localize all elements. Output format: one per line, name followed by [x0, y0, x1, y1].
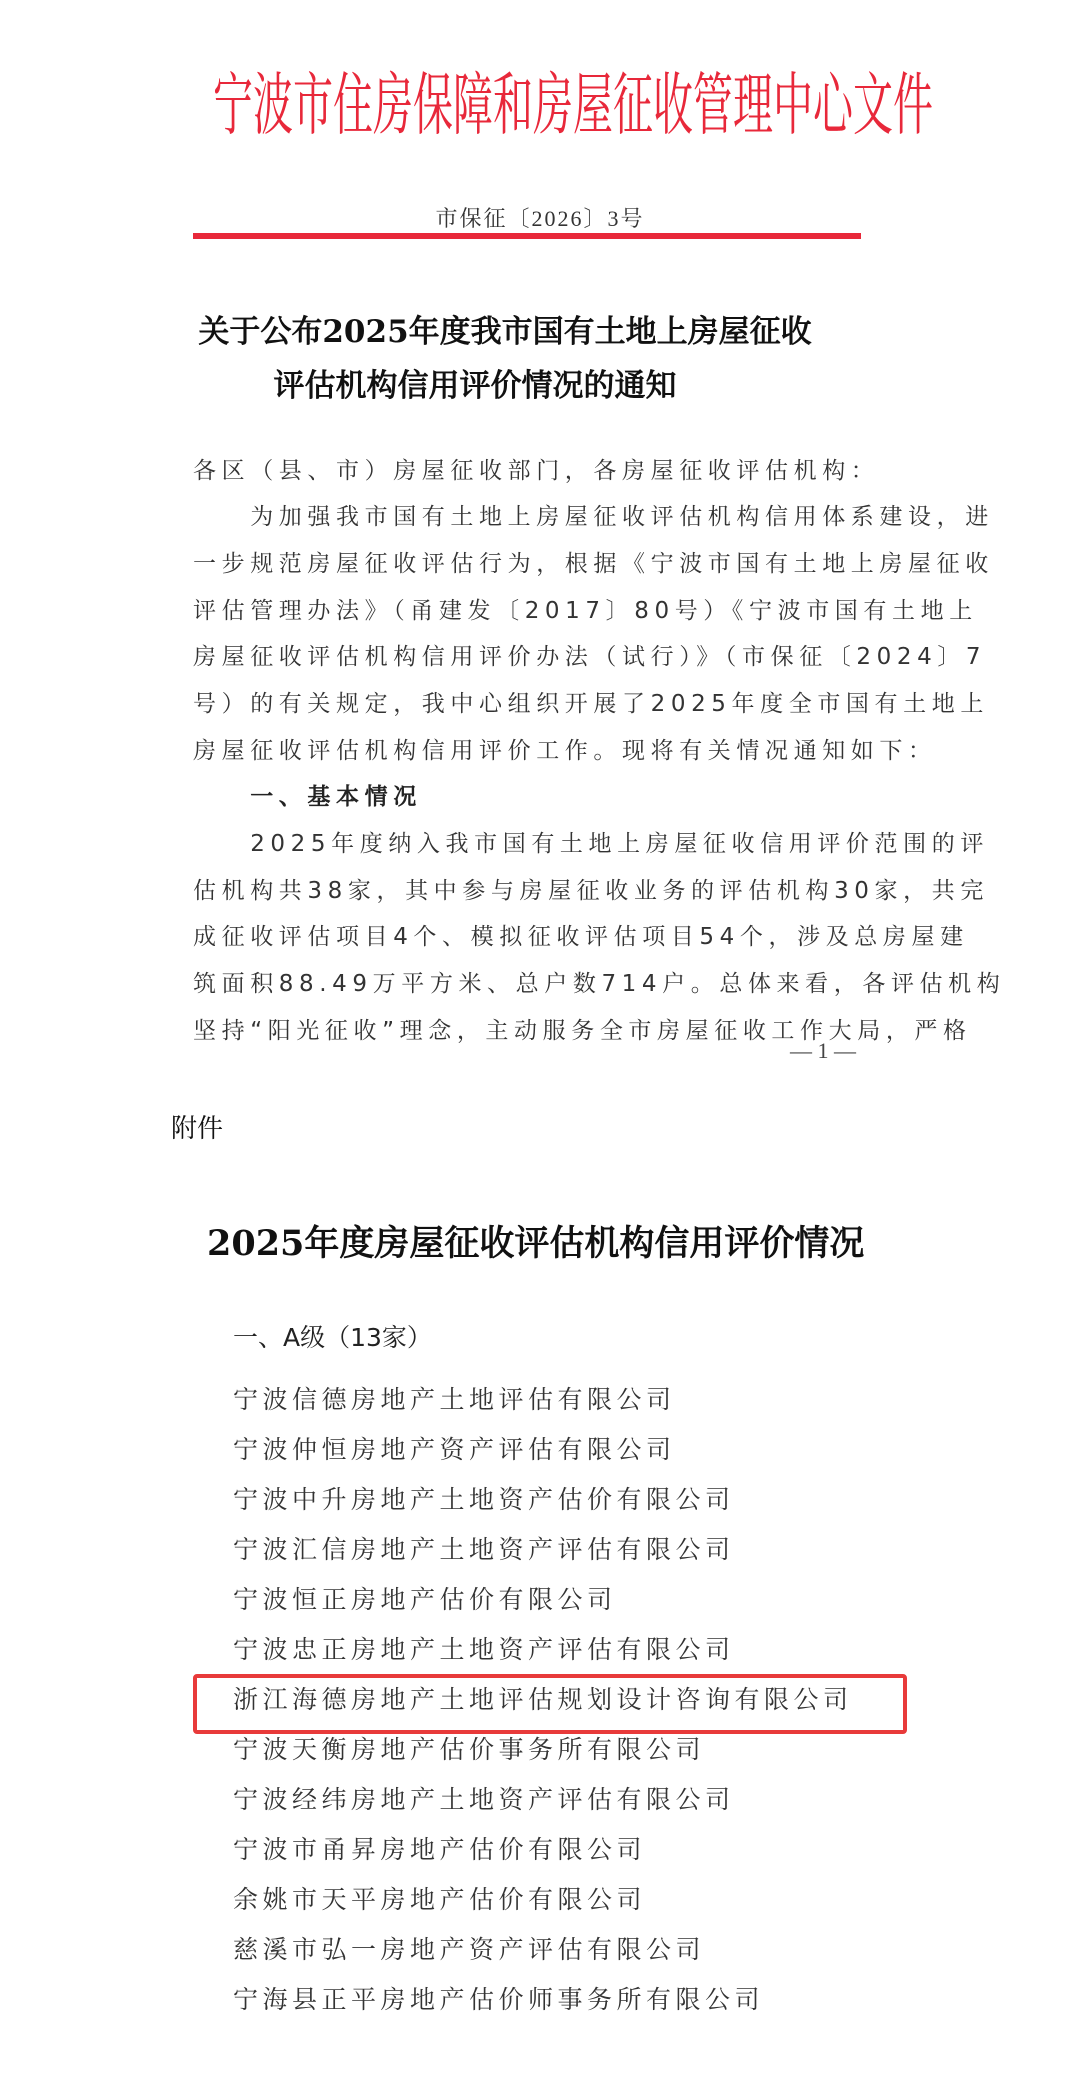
- company-item: 宁波经纬房地产土地资产评估有限公司: [233, 1785, 735, 1814]
- company-item: 宁波天衡房地产估价事务所有限公司: [233, 1735, 706, 1764]
- body-line: 各区（县、市）房屋征收部门，各房屋征收评估机构：: [193, 458, 880, 484]
- document-number: 市保征〔2026〕3号: [435, 206, 645, 231]
- section-heading: 一、基本情况: [193, 784, 422, 810]
- body-line: 为加强我市国有土地上房屋征收评估机构信用体系建设，进: [193, 504, 994, 530]
- body-line: 2025年度纳入我市国有土地上房屋征收信用评价范围的评: [193, 831, 989, 857]
- body-line: 一步规范房屋征收评估行为，根据《宁波市国有土地上房屋征收: [193, 551, 994, 577]
- body-line: 坚持“阳光征收”理念，主动服务全市房屋征收工作大局，严格: [193, 1018, 972, 1044]
- company-item: 宁波市甬昇房地产估价有限公司: [233, 1835, 647, 1864]
- company-item: 宁波中升房地产土地资产估价有限公司: [233, 1485, 735, 1514]
- attachment-label: 附件: [171, 1114, 224, 1144]
- body-line: 房屋征收评估机构信用评价办法（试行）》（市保征〔2024〕7: [193, 644, 987, 670]
- red-divider: [193, 233, 861, 239]
- body-line: 筑面积88.49万平方米、总户数714户。总体来看，各评估机构: [193, 971, 1006, 997]
- issuer-header: 宁波市住房保障和房屋征收管理中心文件: [213, 67, 933, 144]
- company-item: 宁波仲恒房地产资产评估有限公司: [233, 1435, 676, 1464]
- company-item: 宁波恒正房地产估价有限公司: [233, 1585, 617, 1614]
- company-item-highlighted: 浙江海德房地产土地评估规划设计咨询有限公司: [233, 1685, 853, 1714]
- notice-title-line-2: 评估机构信用评价情况的通知: [273, 368, 677, 404]
- page-number: — 1 —: [790, 1038, 856, 1063]
- attachment-title: 2025年度房屋征收评估机构信用评价情况: [207, 1223, 865, 1264]
- company-item: 宁海县正平房地产估价师事务所有限公司: [233, 1985, 765, 2014]
- notice-title-line-1: 关于公布2025年度我市国有土地上房屋征收: [198, 314, 812, 350]
- body-line: 估机构共38家，其中参与房屋征收业务的评估机构30家，共完: [193, 878, 989, 904]
- body-line: 评估管理办法》（甬建发〔2017〕80号）《宁波市国有土地上: [193, 598, 978, 624]
- company-item: 余姚市天平房地产估价有限公司: [233, 1885, 647, 1914]
- company-item: 宁波汇信房地产土地资产评估有限公司: [233, 1535, 735, 1564]
- company-item: 宁波忠正房地产土地资产评估有限公司: [233, 1635, 735, 1664]
- body-line: 成征收评估项目4个、模拟征收评估项目54个，涉及总房屋建: [193, 924, 969, 950]
- company-item: 慈溪市弘一房地产资产评估有限公司: [233, 1935, 706, 1964]
- body-line: 号）的有关规定，我中心组织开展了2025年度全市国有土地上: [193, 691, 989, 717]
- grade-heading: 一、A级（13家）: [233, 1323, 432, 1352]
- company-item: 宁波信德房地产土地评估有限公司: [233, 1385, 676, 1414]
- body-line: 房屋征收评估机构信用评价工作。现将有关情况通知如下：: [193, 738, 937, 764]
